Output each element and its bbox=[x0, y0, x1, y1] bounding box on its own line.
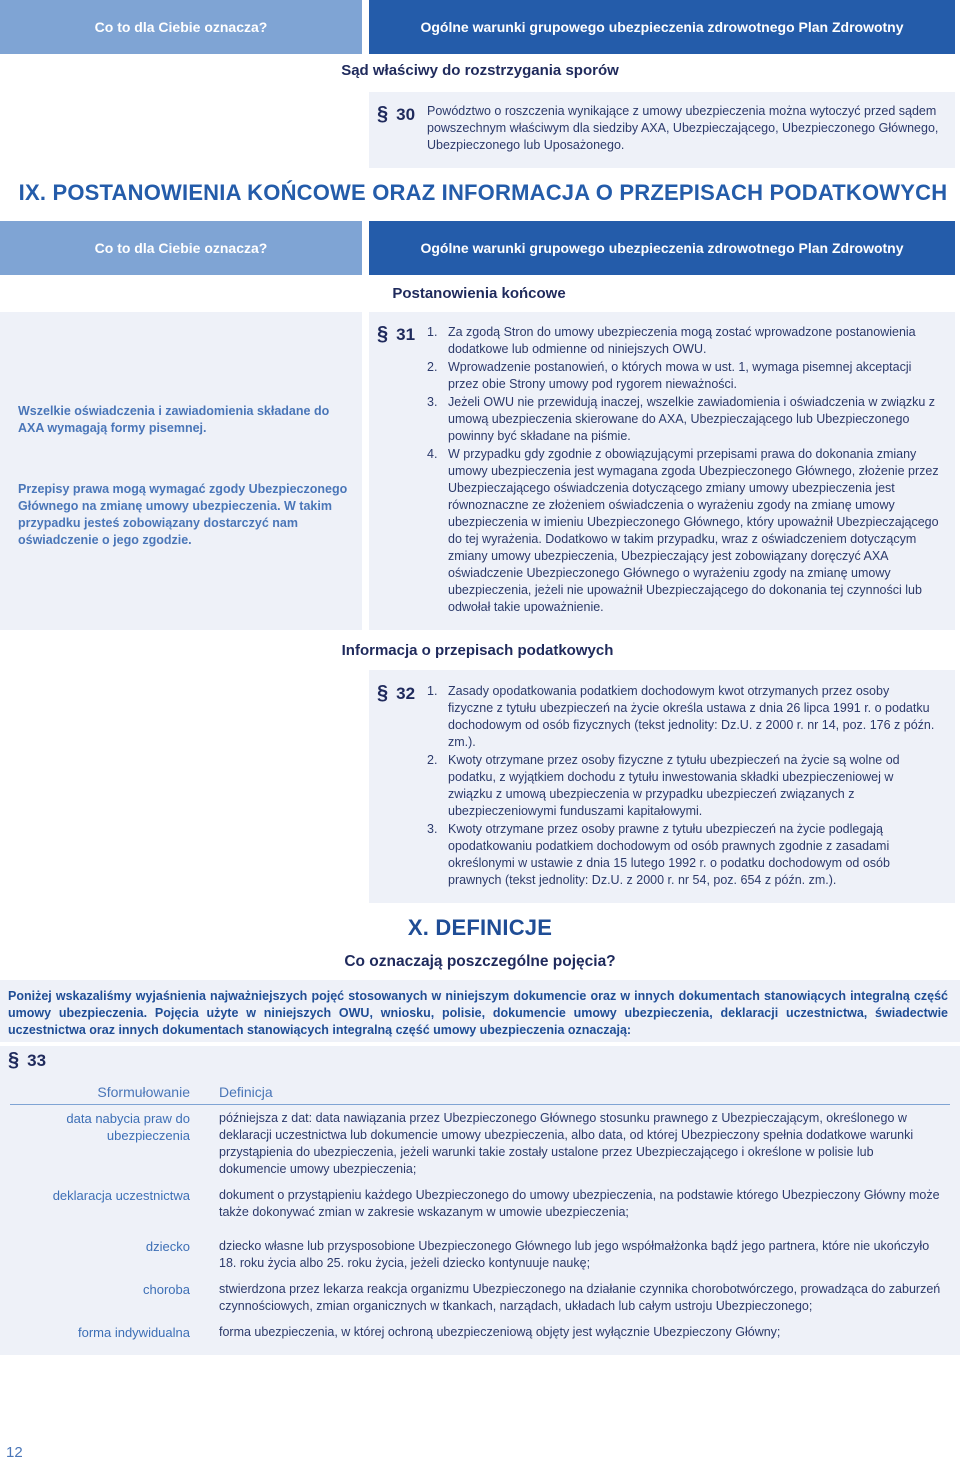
section-x-title: X. DEFINICJE bbox=[407, 915, 553, 940]
item-number: 1. bbox=[427, 325, 438, 339]
section-number: 33 bbox=[27, 1050, 47, 1070]
side-note: Przepisy prawa mogą wymagać zgody Ubezpieczonego Głównego na zmianę umowy ubezpieczenia. W takim przypadku jesteś zobowiązany dostarczyć nam oświadczenie o jego zgodzie. bbox=[18, 482, 348, 547]
section-32-number bbox=[377, 682, 415, 705]
item-text: Jeżeli OWU nie przewidują inaczej, wszelkie zawiadomienia i oświadczenia w związku z umową ubezpieczenia skierowane do AXA, Ubezpieczającego lub Ubezpieczonego powinny być składane na piśmie. bbox=[448, 395, 935, 443]
paragraph-sign-icon: § bbox=[8, 1049, 20, 1071]
definition-text: forma ubezpieczenia, w której ochroną ubezpieczeniową objęty jest wyłącznie Ubezpieczony Główny; bbox=[219, 1325, 781, 1339]
item-text: W przypadku gdy zgodnie z obowiązującymi przepisami prawa do dokonania zmiany umowy ubezpieczenia jest wymagana zgoda Ubezpieczonego Głównego, złożenie przez Ubezpieczającego oświadczenia dotyczącego zmiany umowy ubezpieczenia jest równoznaczne ze złożeniem oświadczenia o wyrażeniu zgody na zmianę umowy ubezpieczenia w imieniu Ubezpieczonego Głównego, który upoważnił Ubezpieczającego do tej wyrażenia. Dodatkowo w takim przypadku, wraz z oświadczeniem dotyczącym zmiany umowy ubezpieczenia, Ubezpieczający jest zobowiązany doręczyć AXA oświadczenie Ubezpieczonego Głównego o wyrażeniu zgody na zmianę umowy ubezpieczenia, jeżeli nie upoważnił Ubezpieczającego do dokonania tej czynności lub odwołał takie upoważnienie. bbox=[448, 447, 939, 614]
list-item bbox=[427, 683, 937, 751]
definitions-col-term: Sformułowanie bbox=[97, 1084, 190, 1100]
item-number: 4. bbox=[427, 447, 438, 461]
definition-text: późniejsza z dat: data nawiązania przez Ubezpieczonego Głównego stosunku prawnego z Ubezpieczającym, określonego w deklaracji uczestnictwa lub dokumencie umowy ubezpieczenia, albo data, od której Ubezpieczony spełnia dodatkowe warunki przystąpienia do ubezpieczenia, jeżeli warunki takie zostały ustalone przez Ubezpieczającego i określone w polisie lub dokumencie umowy ubezpieczenia; bbox=[219, 1111, 914, 1176]
tab-general-conditions-2: Ogólne warunki grupowego ubezpieczenia zdrowotnego Plan Zdrowotny bbox=[369, 221, 955, 275]
section-32-heading: Informacja o przepisach podatkowych bbox=[341, 642, 614, 659]
definition-text: stwierdzona przez lekarza reakcja organizmu Ubezpieczonego na działanie czynnika chorobotwórczego, prowadząca do zaburzeń czynnościowych, zmian organicznych w tkankach, narządach, układach lub całym ustroju Ubezpieczonego; bbox=[219, 1282, 941, 1313]
section-number: 32 bbox=[396, 683, 416, 703]
section-32-items bbox=[427, 683, 937, 890]
item-number: 3. bbox=[427, 395, 438, 409]
definitions-intro: Poniżej wskazaliśmy wyjaśnienia najważniejszych pojęć stosowanych w niniejszym dokumencie oraz w innych dokumentach stanowiących integralną część umowy ubezpieczenia. Pojęcia użyte w niniejszych OWU, wniosku, polisie, dokumencie umowy ubezpieczenia, deklaracji uczestnictwa, świadectwie uczestnictwa oraz innych dokumentach stanowiących integralną część umowy ubezpieczenia oznaczają: bbox=[8, 989, 948, 1037]
section-31-number bbox=[377, 323, 415, 346]
paragraph-sign-icon: § bbox=[377, 682, 389, 704]
section-30-text: Powództwo o roszczenia wynikające z umowy ubezpieczenia można wytoczyć przed sądem powszechnym właściwym dla siedziby AXA, Ubezpieczającego, Ubezpieczonego Głównego, Ubezpieczonego lub Uposażonego. bbox=[427, 104, 939, 152]
list-item bbox=[427, 394, 942, 445]
list-item bbox=[427, 446, 942, 616]
page-number: 12 bbox=[6, 1444, 23, 1461]
item-text: Za zgodą Stron do umowy ubezpieczenia mogą zostać wprowadzone postanowienia dodatkowe lub odmienne od niniejszych OWU. bbox=[448, 325, 916, 356]
tab-what-it-means-2: Co to dla Ciebie oznacza? bbox=[0, 221, 362, 275]
list-item bbox=[427, 324, 942, 358]
item-text: Wprowadzenie postanowień, o których mowa w ust. 1, wymaga pisemnej akceptacji przez obie Strony umowy pod rygorem nieważności. bbox=[448, 360, 912, 391]
section-x-subtitle: Co oznaczają poszczególne pojęcia? bbox=[344, 953, 616, 970]
section-33-divider bbox=[0, 1042, 960, 1046]
item-number: 2. bbox=[427, 753, 438, 767]
list-item bbox=[427, 821, 937, 889]
paragraph-sign-icon: § bbox=[377, 103, 389, 125]
tab-general-conditions: Ogólne warunki grupowego ubezpieczenia zdrowotnego Plan Zdrowotny bbox=[369, 0, 955, 54]
section-30-heading: Sąd właściwy do rozstrzygania sporów bbox=[341, 62, 619, 79]
item-text: Kwoty otrzymane przez osoby prawne z tytułu ubezpieczeń na życie podlegają opodatkowaniu podatkiem dochodowym od osób prawnych zgodnie z zasadami określonymi w ustawie z dnia 15 lutego 1992 r. o podatku dochodowym od osób prawnych (tekst jednolity: Dz.U. z 2000 r. nr 54, poz. 654 z późn. zm.). bbox=[448, 822, 890, 887]
section-ix-title: IX. POSTANOWIENIA KOŃCOWE ORAZ INFORMACJA O PRZEPISACH PODATKOWYCH bbox=[18, 180, 948, 205]
side-note: Wszelkie oświadczenia i zawiadomienia składane do AXA wymagają formy pisemnej. bbox=[18, 404, 330, 435]
list-item bbox=[427, 359, 942, 393]
definition-text: dziecko własne lub przysposobione Ubezpieczonego Głównego lub jego współmałżonka bądź jego partnera, które nie ukończyło 18. roku życia albo 25. roku życia, jeżeli dziecko kontynuuje naukę; bbox=[219, 1239, 930, 1270]
paragraph-sign-icon: § bbox=[377, 323, 389, 345]
definition-term: deklaracja uczestnictwa bbox=[52, 1188, 190, 1203]
section-number: 30 bbox=[396, 104, 416, 124]
section-number: 31 bbox=[396, 324, 416, 344]
definition-text: dokument o przystąpieniu każdego Ubezpieczonego do umowy ubezpieczenia, na podstawie którego Ubezpieczony Główny może także dokonywać zmian w zakresie wskazanym w umowie ubezpieczenia; bbox=[219, 1188, 940, 1219]
definition-term: dziecko bbox=[145, 1239, 190, 1254]
section-31-side-notes bbox=[18, 403, 348, 565]
section-33-number bbox=[8, 1049, 46, 1072]
definition-term: choroba bbox=[143, 1282, 190, 1297]
item-number: 2. bbox=[427, 360, 438, 374]
section-30-number bbox=[377, 103, 415, 126]
tab-what-it-means: Co to dla Ciebie oznacza? bbox=[0, 0, 362, 54]
definition-term: data nabycia praw do ubezpieczenia bbox=[66, 1111, 190, 1143]
item-number: 1. bbox=[427, 684, 438, 698]
definition-term: forma indywidualna bbox=[77, 1325, 190, 1340]
section-31-heading: Postanowienia końcowe bbox=[392, 285, 566, 302]
item-text: Zasady opodatkowania podatkiem dochodowym kwot otrzymanych przez osoby fizyczne z tytułu ubezpieczeń na życie określa ustawa z dnia 26 lipca 1991 r. o podatku dochodowym od osób fizycznych (tekst jednolity: Dz.U. z 2000 r. nr 14, poz. 176 z późn. zm.). bbox=[448, 684, 935, 749]
item-text: Kwoty otrzymane przez osoby fizyczne z tytułu ubezpieczeń na życie są wolne od podatku, z wyjątkiem dochodu z tytułu inwestowania składki ubezpieczeniowej w związku z umową ubezpieczenia w przypadku ubezpieczeń związanych z ubezpieczeniowymi funduszami kapitałowymi. bbox=[448, 753, 900, 818]
list-item bbox=[427, 752, 937, 820]
item-number: 3. bbox=[427, 822, 438, 836]
section-31-items bbox=[427, 324, 942, 617]
definitions-header-rule bbox=[10, 1104, 950, 1105]
definitions-col-def: Definicja bbox=[219, 1084, 273, 1100]
